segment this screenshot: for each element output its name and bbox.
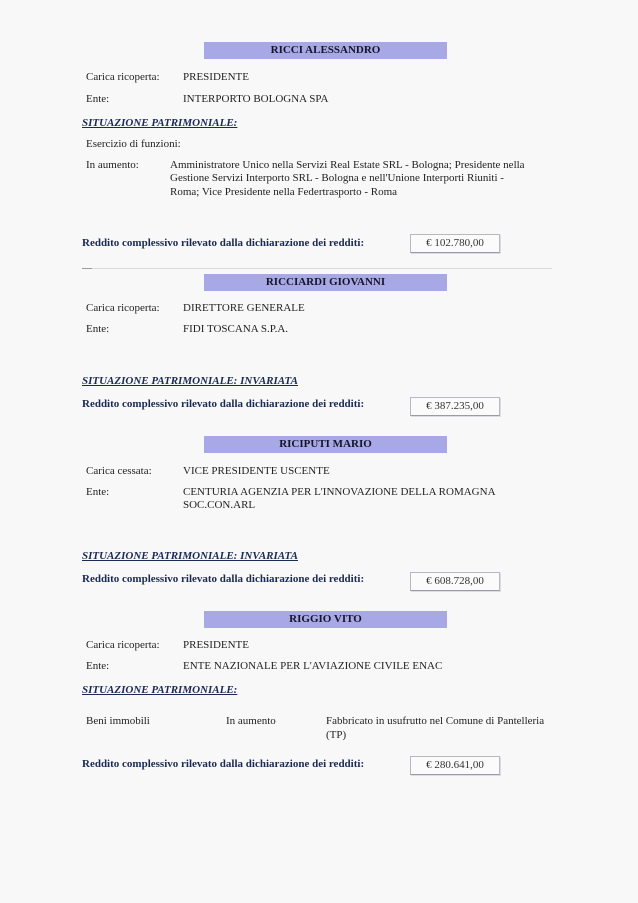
situation-heading: SITUAZIONE PATRIMONIALE: INVARIATA [82, 550, 298, 562]
entry-header: RICIPUTI MARIO [204, 436, 447, 453]
asset-type: Beni immobili [86, 715, 150, 727]
increase-line: Gestione Servizi Interporto SRL - Bologna e nell'Unione Interporti Riuniti - [170, 172, 504, 184]
entry-header: RICCIARDI GIOVANNI [204, 274, 447, 291]
entry-header: RICCI ALESSANDRO [204, 42, 447, 59]
entry-header: RIGGIO VITO [204, 611, 447, 628]
income-amount: € 387.235,00 [410, 397, 500, 416]
income-label: Reddito complessivo rilevato dalla dichiarazione dei redditi: [82, 398, 365, 410]
ente-value: INTERPORTO BOLOGNA SPA [183, 93, 329, 105]
role-label: Carica ricoperta: [86, 71, 160, 83]
ente-value: ENTE NAZIONALE PER L'AVIAZIONE CIVILE ENAC [183, 660, 443, 672]
increase-line: Roma; Vice Presidente nella Federtrasporto - Roma [170, 186, 398, 198]
ente-line: SOC.CON.ARL [183, 499, 256, 511]
income-label: Reddito complessivo rilevato dalla dichiarazione dei redditi: [82, 758, 365, 770]
income-amount: € 280.641,00 [410, 756, 500, 775]
role-value: VICE PRESIDENTE USCENTE [183, 465, 330, 477]
role-value: PRESIDENTE [183, 639, 249, 651]
exercise-label: Esercizio di funzioni: [86, 138, 181, 150]
asset-change: In aumento [226, 715, 276, 727]
separator-line [82, 268, 552, 269]
situation-heading: SITUAZIONE PATRIMONIALE: [82, 684, 238, 696]
role-value: DIRETTORE GENERALE [183, 302, 305, 314]
separator-mark [82, 268, 92, 269]
role-value: PRESIDENTE [183, 71, 249, 83]
ente-line: CENTURIA AGENZIA PER L'INNOVAZIONE DELLA ROMAGNA [183, 486, 496, 498]
increase-label: In aumento: [86, 159, 139, 171]
role-label: Carica cessata: [86, 465, 152, 477]
ente-label: Ente: [86, 323, 110, 335]
income-amount: € 102.780,00 [410, 234, 500, 253]
income-amount: € 608.728,00 [410, 572, 500, 591]
income-label: Reddito complessivo rilevato dalla dichiarazione dei redditi: [82, 573, 365, 585]
situation-heading: SITUAZIONE PATRIMONIALE: [82, 117, 238, 129]
ente-label: Ente: [86, 93, 110, 105]
ente-label: Ente: [86, 486, 110, 498]
asset-line: (TP) [326, 729, 347, 741]
situation-heading: SITUAZIONE PATRIMONIALE: INVARIATA [82, 375, 298, 387]
income-label: Reddito complessivo rilevato dalla dichiarazione dei redditi: [82, 237, 365, 249]
role-label: Carica ricoperta: [86, 302, 160, 314]
ente-label: Ente: [86, 660, 110, 672]
ente-value: FIDI TOSCANA S.P.A. [183, 323, 289, 335]
increase-line: Amministratore Unico nella Servizi Real Estate SRL - Bologna; Presidente nella [170, 159, 525, 171]
asset-line: Fabbricato in usufrutto nel Comune di Pantelleria [326, 715, 545, 727]
role-label: Carica ricoperta: [86, 639, 160, 651]
